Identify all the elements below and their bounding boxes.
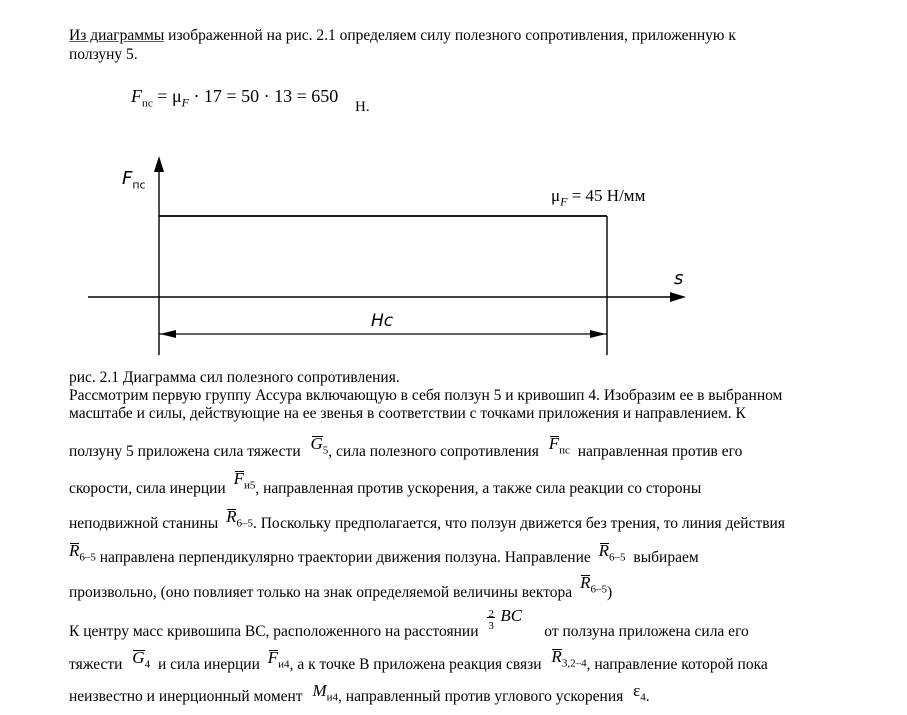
fraction-two-thirds-BC: 2 3 BC [488, 606, 523, 632]
symbol-Mi4: $M_{и4}$ [312, 681, 339, 704]
body-line-2: масштабе и силы, действующие на ее звенья в соответствии с точками приложения и направлением. К [69, 405, 746, 422]
force-formula: $F_{пс} = \mu_F \cdot 17 = 50 \cdot 13 = 650$ [131, 86, 339, 110]
symbol-Fi5: $F_{и5}$ [233, 469, 256, 492]
symbol-R65-c: $R_{6-5}$ [598, 541, 626, 564]
symbol-R65-b: $R_{6-5}$ [69, 541, 96, 564]
x-axis-label: s [674, 268, 684, 289]
body-line-1: Рассмотрим первую группу Ассура включающую в себя ползун 5 и кривошип 4. Изобразим ее в выбранном [69, 387, 783, 404]
intro-line-1: Из диаграммы изображенной на рис. 2.1 определяем силу полезного сопротивления, приложенную к [69, 27, 736, 44]
dimension-arrow-right [590, 330, 606, 338]
body-line-6: $R_{6-5}$ направлена перпендикулярно траектории движения ползуна. Направление $R_{6-5}$ выбираем [69, 541, 699, 566]
symbol-R65: $R_{6-5}$ [226, 507, 253, 530]
symbol-eps4: $\varepsilon_4$ [633, 681, 646, 704]
y-axis-arrow [154, 156, 164, 172]
body-line-7: произвольно, (оно повлияет только на знак определяемой величины вектора $R_{6-5}$) [69, 573, 613, 601]
y-axis-label: $F_{пс}$ [122, 168, 146, 192]
body-line-10: неизвестно и инерционный момент $M_{и4}$, направленный против углового ускорения $\varepsilon_4$. [69, 681, 650, 705]
symbol-G4: $G_4$ [132, 648, 151, 671]
symbol-R3-2-4: $R_{3,2-4}$ [551, 647, 587, 670]
symbol-R65-d: $R_{6-5}$ [580, 573, 607, 596]
scale-label: $\mu_F = 45$ Н/мм [551, 186, 646, 209]
body-line-3: ползуну 5 приложена сила тяжести $G_5$, сила полезного сопротивления $F_{пс}$ направленная против его [69, 434, 743, 460]
diagram-link[interactable]: Из диаграммы [69, 27, 165, 44]
symbol-G5: $G_5$ [310, 434, 329, 457]
body-line-9: тяжести $G_4$ и сила инерции $F_{и4}$, а к точке В приложена реакция связи $R_{3,2-4}$, направление которой пока [69, 647, 768, 673]
formula-unit: Н. [355, 99, 370, 115]
symbol-Fi4: $F_{и4}$ [267, 648, 290, 671]
intro-line-2: ползуну 5. [69, 46, 138, 63]
figure-caption: рис. 2.1 Диаграмма сил полезного сопротивления. [69, 369, 400, 386]
symbol-Fps: $F_{пс}$ [548, 434, 570, 457]
dimension-label: Hc [371, 311, 394, 331]
x-axis-arrow [670, 292, 686, 302]
body-line-4: скорости, сила инерции $F_{и5}$, направленная против ускорения, а также сила реакции со стороны [69, 469, 702, 497]
dimension-arrow-left [160, 330, 176, 338]
body-line-5: неподвижной станины $R_{6-5}$. Поскольку предполагается, что ползун движется без трения, то линия действия [69, 507, 785, 532]
body-line-8: К центру масс кривошипа ВС, расположенного на расстоянии 2 3 BC от ползуна приложена сила его [69, 606, 749, 640]
